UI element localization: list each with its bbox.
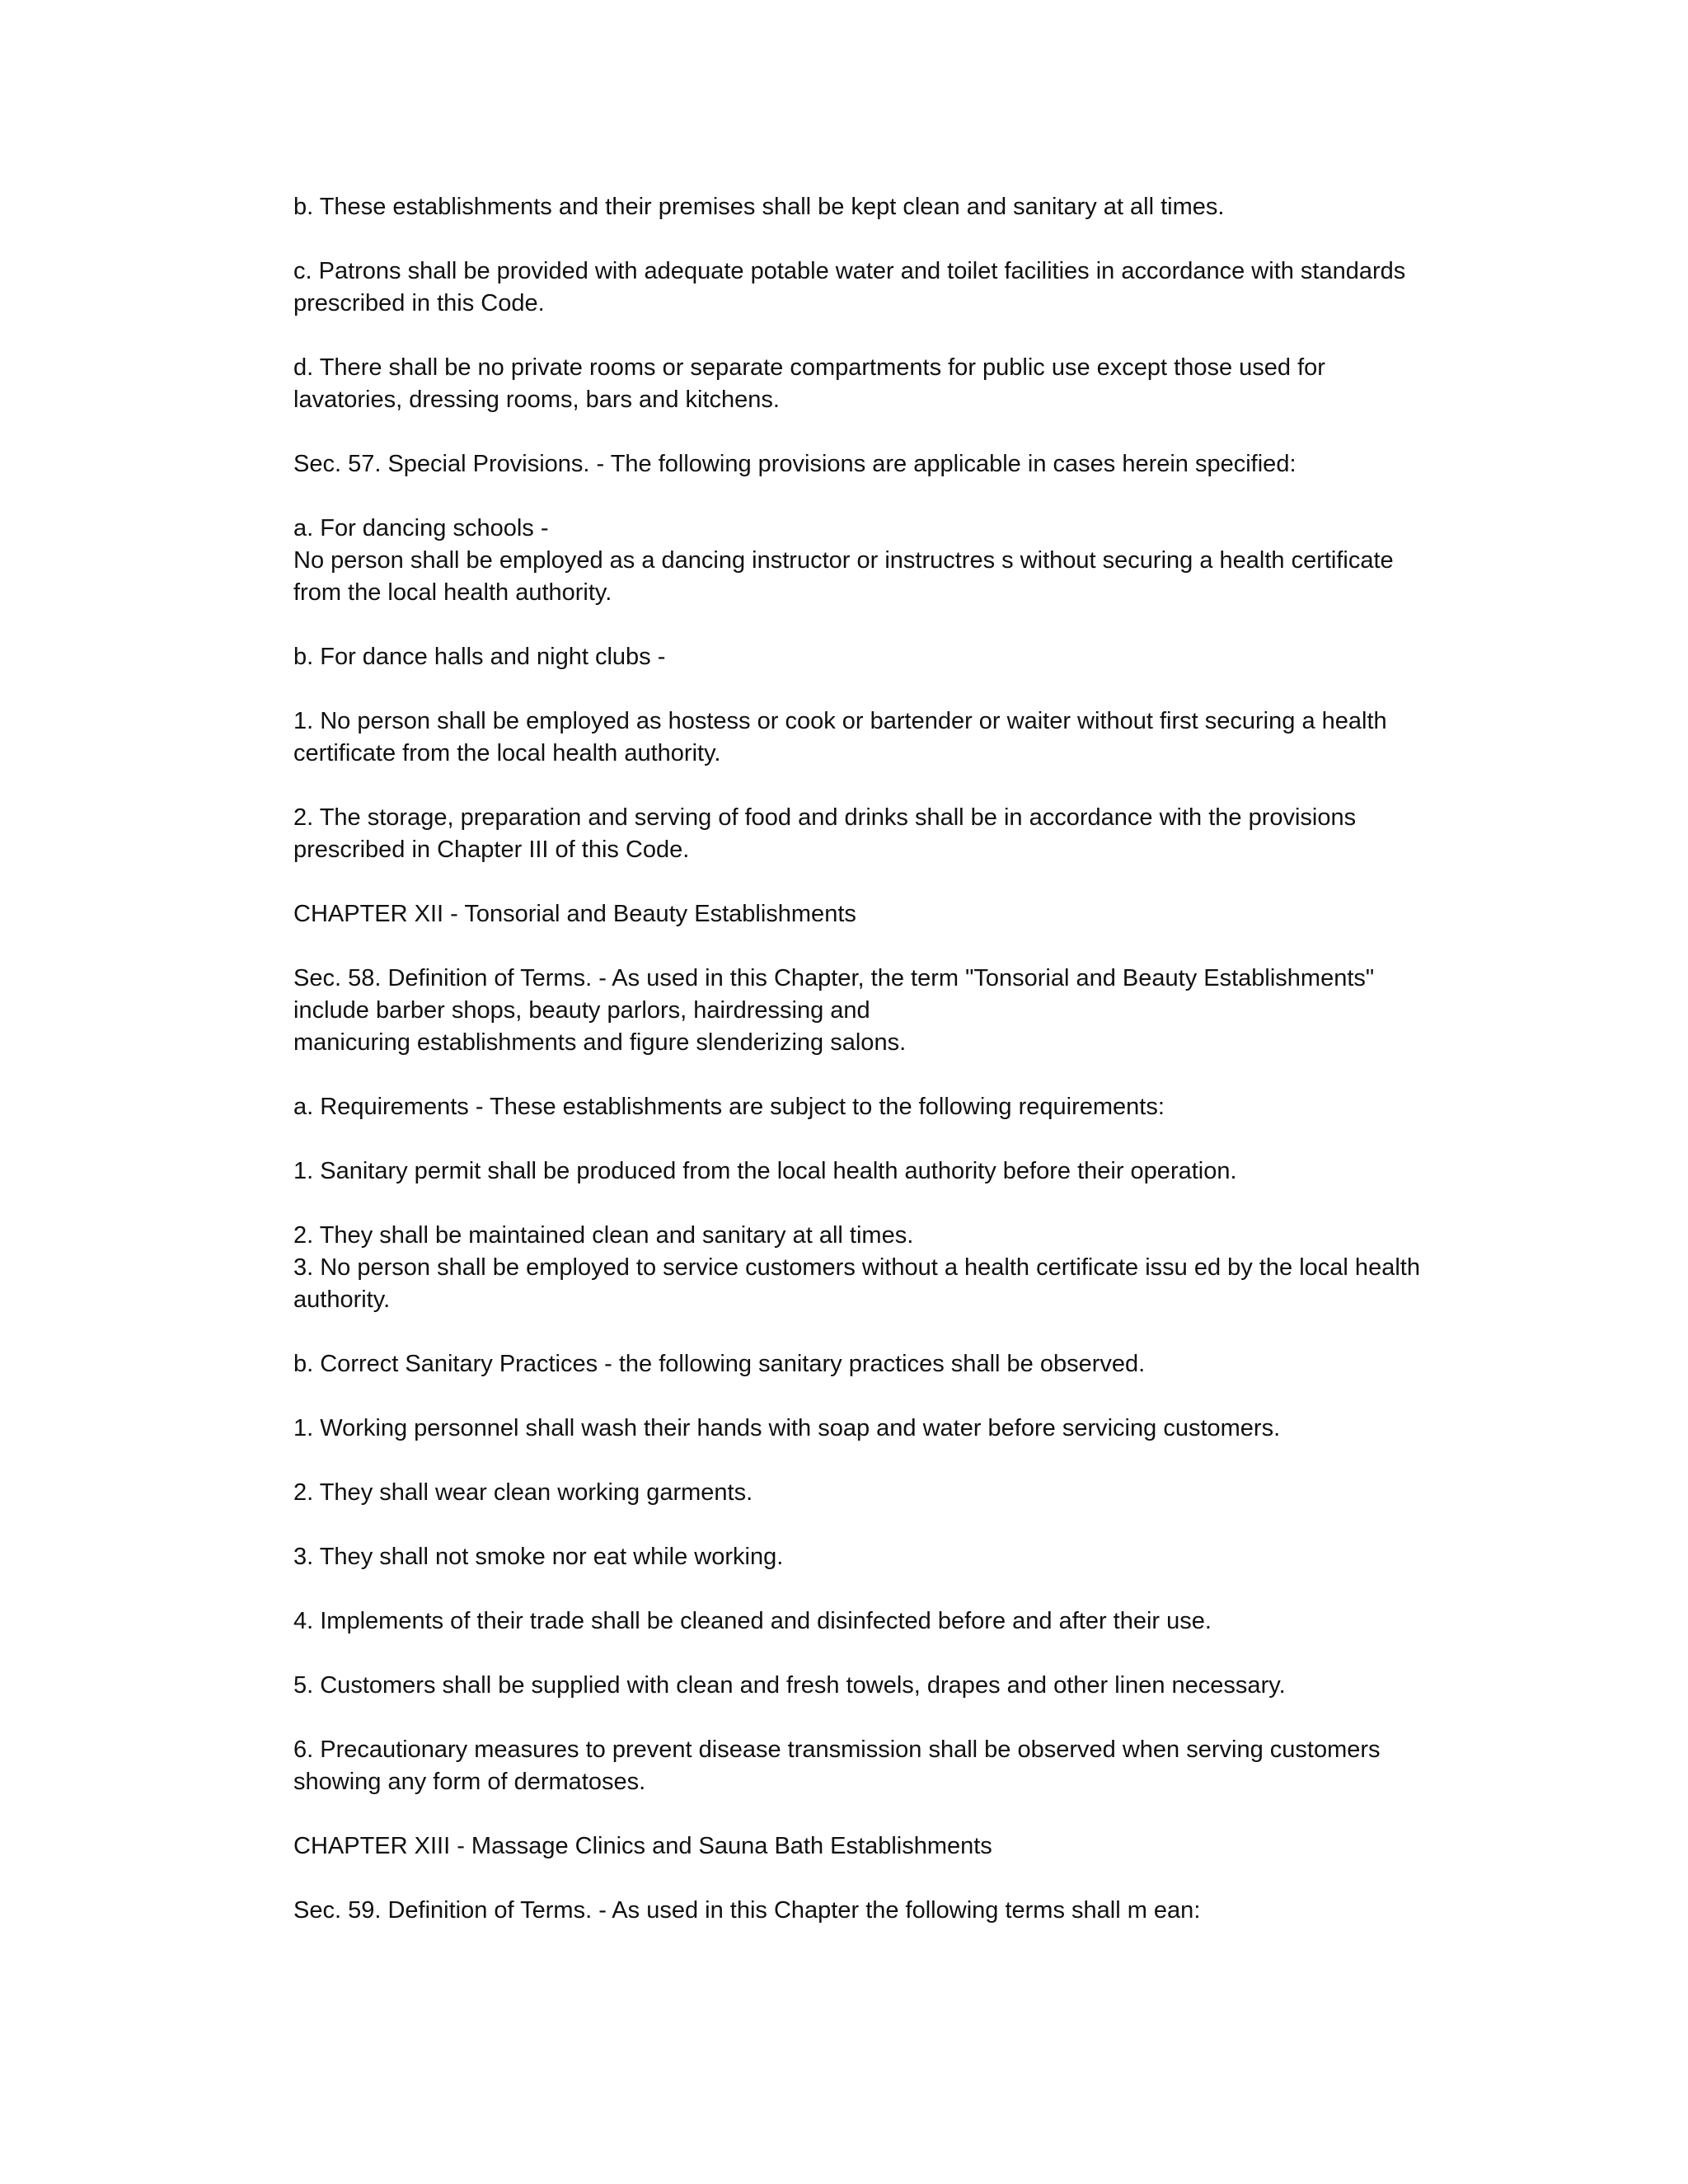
chapter-xii-heading <box>293 898 1447 930</box>
text-line: 2. The storage, preparation and serving of food and drinks shall be in accordance with the provisions <box>293 804 1357 831</box>
paragraph-precautionary <box>293 1734 1447 1798</box>
paragraph-private-rooms <box>293 352 1447 416</box>
text-line: 4. Implements of their trade shall be cleaned and disinfected before and after their use. <box>293 1608 1212 1634</box>
text-line: No person shall be employed as a dancing instructor or instructres s without securing a health certificate <box>293 547 1394 574</box>
text-line: c. Patrons shall be provided with adequate potable water and toilet facilities in accordance with standards <box>293 258 1406 284</box>
paragraph-potable-water <box>293 255 1447 320</box>
paragraph-sanitary-practices <box>293 1348 1447 1380</box>
text-line: CHAPTER XII - Tonsorial and Beauty Establishments <box>293 901 856 927</box>
text-line: a. For dancing schools - <box>293 515 549 541</box>
text-line: 5. Customers shall be supplied with clean and fresh towels, drapes and other linen necessary. <box>293 1672 1286 1699</box>
text-line: Sec. 59. Definition of Terms. - As used in this Chapter the following terms shall m ean: <box>293 1897 1201 1924</box>
text-line: CHAPTER XIII - Massage Clinics and Sauna Bath Establishments <box>293 1833 992 1859</box>
text-line: certificate from the local health authority. <box>293 740 721 766</box>
paragraph-towels <box>293 1670 1447 1702</box>
text-line: 1. Working personnel shall wash their hands with soap and water before servicing customers. <box>293 1415 1281 1441</box>
section-59-definition <box>293 1895 1447 1927</box>
chapter-xiii-heading <box>293 1830 1447 1863</box>
text-line: authority. <box>293 1286 391 1313</box>
paragraph-dance-halls <box>293 641 1447 673</box>
paragraph-clean-garments <box>293 1477 1447 1509</box>
text-line: b. For dance halls and night clubs - <box>293 644 666 670</box>
text-line: from the local health authority. <box>293 579 612 606</box>
text-line: 1. Sanitary permit shall be produced from the local health authority before their operation. <box>293 1158 1237 1184</box>
text-line: b. Correct Sanitary Practices - the following sanitary practices shall be observed. <box>293 1351 1146 1377</box>
section-58-definition <box>293 963 1447 1059</box>
text-line: 3. They shall not smoke nor eat while working. <box>293 1544 784 1570</box>
paragraph-requirements <box>293 1091 1447 1123</box>
paragraph-maintained-clean <box>293 1220 1447 1316</box>
paragraph-no-smoking <box>293 1541 1447 1573</box>
paragraph-hostess-certificate <box>293 705 1447 770</box>
paragraph-dancing-schools <box>293 513 1447 609</box>
paragraph-wash-hands <box>293 1413 1447 1445</box>
paragraph-sanitary-permit <box>293 1155 1447 1188</box>
text-line: b. These establishments and their premises shall be kept clean and sanitary at all times. <box>293 194 1225 220</box>
section-57-heading <box>293 448 1447 480</box>
paragraph-food-storage <box>293 802 1447 866</box>
text-line: 3. No person shall be employed to service customers without a health certificate issu ed by the local health <box>293 1254 1420 1281</box>
paragraph-sanitary-premises <box>293 191 1447 223</box>
text-line: prescribed in this Code. <box>293 290 545 316</box>
text-line: 6. Precautionary measures to prevent disease transmission shall be observed when serving customers <box>293 1736 1381 1763</box>
paragraph-implements <box>293 1605 1447 1638</box>
text-line: a. Requirements - These establishments are subject to the following requirements: <box>293 1094 1165 1120</box>
text-line: 2. They shall be maintained clean and sanitary at all times. <box>293 1222 914 1249</box>
text-line: d. There shall be no private rooms or separate compartments for public use except those used for <box>293 354 1325 381</box>
text-line: include barber shops, beauty parlors, hairdressing and <box>293 997 870 1024</box>
text-line: Sec. 58. Definition of Terms. - As used in this Chapter, the term "Tonsorial and Beauty Establishments" <box>293 965 1375 991</box>
text-line: Sec. 57. Special Provisions. - The following provisions are applicable in cases herein specified: <box>293 451 1296 477</box>
text-line: 1. No person shall be employed as hostess or cook or bartender or waiter without first securing a health <box>293 708 1387 734</box>
text-line: showing any form of dermatoses. <box>293 1769 646 1795</box>
text-line: manicuring establishments and figure slenderizing salons. <box>293 1029 907 1056</box>
text-line: prescribed in Chapter III of this Code. <box>293 837 690 863</box>
text-line: 2. They shall wear clean working garments. <box>293 1479 753 1506</box>
text-line: lavatories, dressing rooms, bars and kitchens. <box>293 387 780 413</box>
document-body <box>293 191 1447 1927</box>
